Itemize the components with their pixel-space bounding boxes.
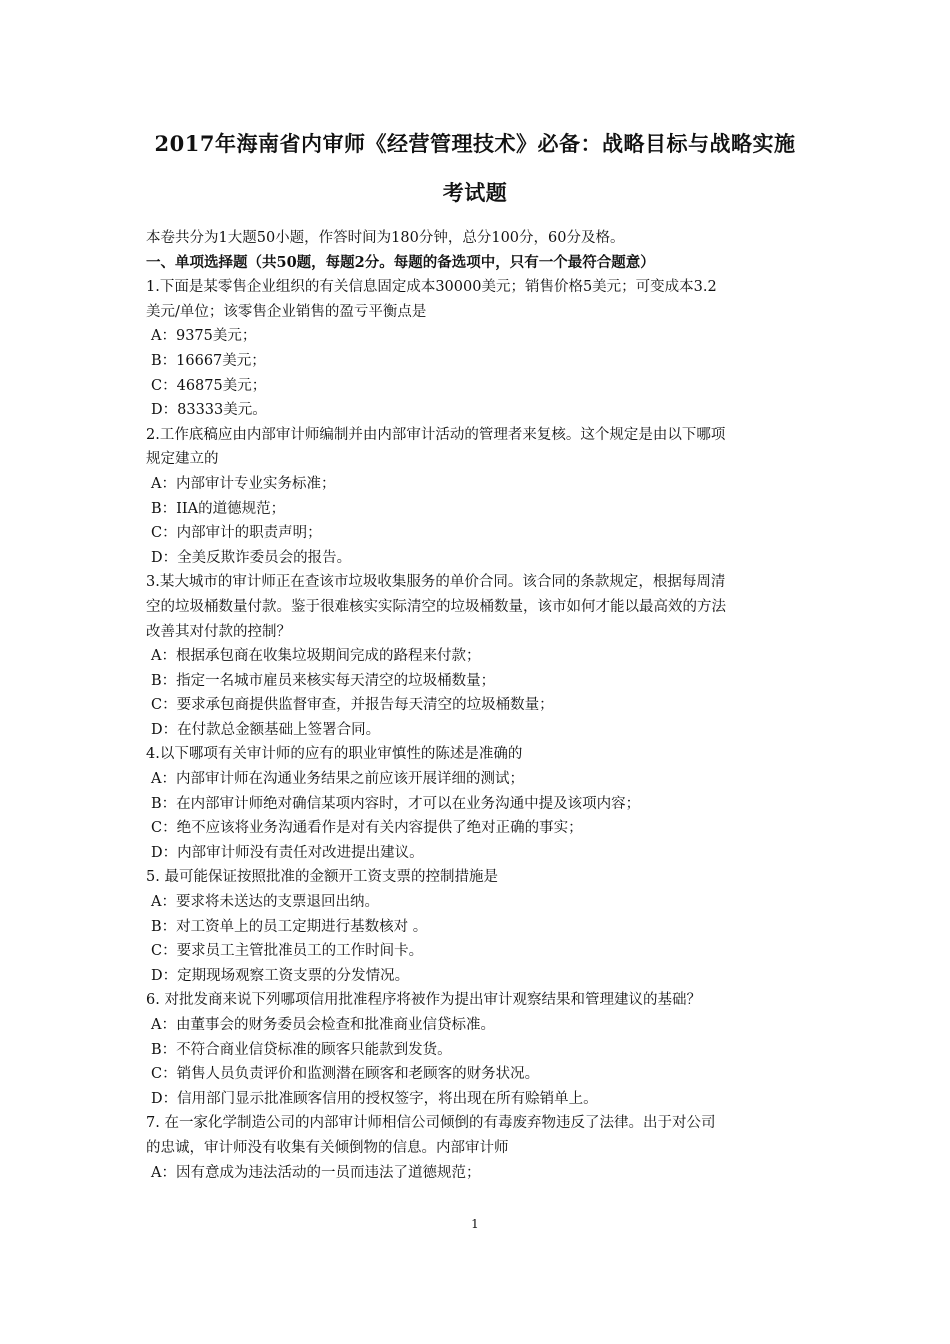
answer-option: A：因有意成为违法活动的一员而违法了道德规范； <box>151 1164 481 1181</box>
answer-option: A：由董事会的财务委员会检查和批准商业信贷标准。 <box>151 1017 495 1033</box>
answer-option: B：16667美元； <box>151 352 266 369</box>
question-stem-line: 改善其对付款的控制？ <box>146 623 291 640</box>
question-stem-line: 规定建立的 <box>146 451 219 468</box>
question-stem-line: 3.某大城市的审计师正在查该市垃圾收集服务的单价合同。该合同的条款规定，根据每周清 <box>146 574 726 591</box>
question-item <box>146 423 808 571</box>
answer-option: A：要求将未送达的支票退回出纳。 <box>151 894 379 911</box>
answer-option: C：绝不应该将业务沟通看作是对有关内容提供了绝对正确的事实； <box>151 820 583 837</box>
exam-intro: 本卷共分为1大题50小题，作答时间为180分钟，总分100分，60分及格。 <box>146 230 625 246</box>
question-stem-line: 空的垃圾桶数量付款。鉴于很难核实实际清空的垃圾桶数量，该市如何才能以最高效的方法 <box>146 598 726 615</box>
question-stem-line: 美元/单位；该零售企业销售的盈亏平衡点是 <box>146 303 427 320</box>
answer-option: C：内部审计的职责声明； <box>151 525 322 542</box>
question-stem-line: 7. 在一家化学制造公司的内部审计师相信公司倾倒的有毒废弃物违反了法律。出于对公司 <box>146 1115 716 1132</box>
answer-option: C：46875美元； <box>151 377 267 394</box>
question-item <box>146 570 808 742</box>
question-item <box>146 742 808 865</box>
answer-option: B：不符合商业信贷标准的顾客只能款到发货。 <box>151 1041 452 1058</box>
question-stem-line: 4.以下哪项有关审计师的应有的职业审慎性的陈述是准确的 <box>146 746 523 763</box>
answer-option: A：9375美元； <box>151 328 257 345</box>
question-item <box>146 1111 808 1185</box>
question-stem-line: 的忠诚，审计师没有收集有关倾倒物的信息。内部审计师 <box>146 1139 509 1156</box>
answer-option: A：内部审计师在沟通业务结果之前应该开展详细的测试； <box>151 771 524 788</box>
question-stem-line: 2.工作底稿应由内部审计师编制并由内部审计活动的管理者来复核。这个规定是由以下哪项 <box>146 426 726 443</box>
question-item <box>146 275 808 423</box>
document-title-line-2: 考试题 <box>442 180 508 205</box>
question-item <box>146 988 808 1111</box>
document-body <box>146 226 808 1185</box>
document-title-line-1: 2017年海南省内审师《经营管理技术》必备：战略目标与战略实施 <box>154 131 796 156</box>
answer-option: D：在付款总金额基础上签署合同。 <box>151 721 381 738</box>
answer-option: D：内部审计师没有责任对改进提出建议。 <box>151 844 424 861</box>
answer-option: B：在内部审计师绝对确信某项内容时，才可以在业务沟通中提及该项内容； <box>151 795 641 812</box>
answer-option: C：要求员工主管批准员工的工作时间卡。 <box>151 943 424 960</box>
question-item <box>146 865 808 988</box>
question-stem-line: 5. 最可能保证按照批准的金额开工资支票的控制措施是 <box>146 869 498 886</box>
answer-option: C：要求承包商提供监督审查，并报告每天清空的垃圾桶数量； <box>151 697 554 714</box>
answer-option: B：IIA的道德规范； <box>151 500 286 517</box>
question-stem-line: 6. 对批发商来说下列哪项信用批准程序将被作为提出审计观察结果和管理建议的基础？ <box>146 992 701 1009</box>
answer-option: A：根据承包商在收集垃圾期间完成的路程来付款； <box>151 648 481 665</box>
answer-option: D：全美反欺诈委员会的报告。 <box>151 549 352 566</box>
answer-option: D：83333美元。 <box>151 402 267 419</box>
question-list <box>146 275 808 1185</box>
section-heading: 一、单项选择题（共50题，每题2分。每题的备选项中，只有一个最符合题意） <box>146 253 655 271</box>
question-stem-line: 1.下面是某零售企业组织的有关信息固定成本30000美元；销售价格5美元；可变成本3.2 <box>146 279 717 296</box>
page-number: 1 <box>471 1217 479 1231</box>
answer-option: B：指定一名城市雇员来核实每天清空的垃圾桶数量； <box>151 672 496 689</box>
answer-option: B：对工资单上的员工定期进行基数核对 。 <box>151 918 428 935</box>
answer-option: C：销售人员负责评价和监测潜在顾客和老顾客的财务状况。 <box>151 1066 540 1083</box>
answer-option: D：定期现场观察工资支票的分发情况。 <box>151 967 410 984</box>
answer-option: A：内部审计专业实务标准； <box>151 475 336 492</box>
answer-option: D：信用部门显示批准顾客信用的授权签字，将出现在所有赊销单上。 <box>151 1090 598 1107</box>
